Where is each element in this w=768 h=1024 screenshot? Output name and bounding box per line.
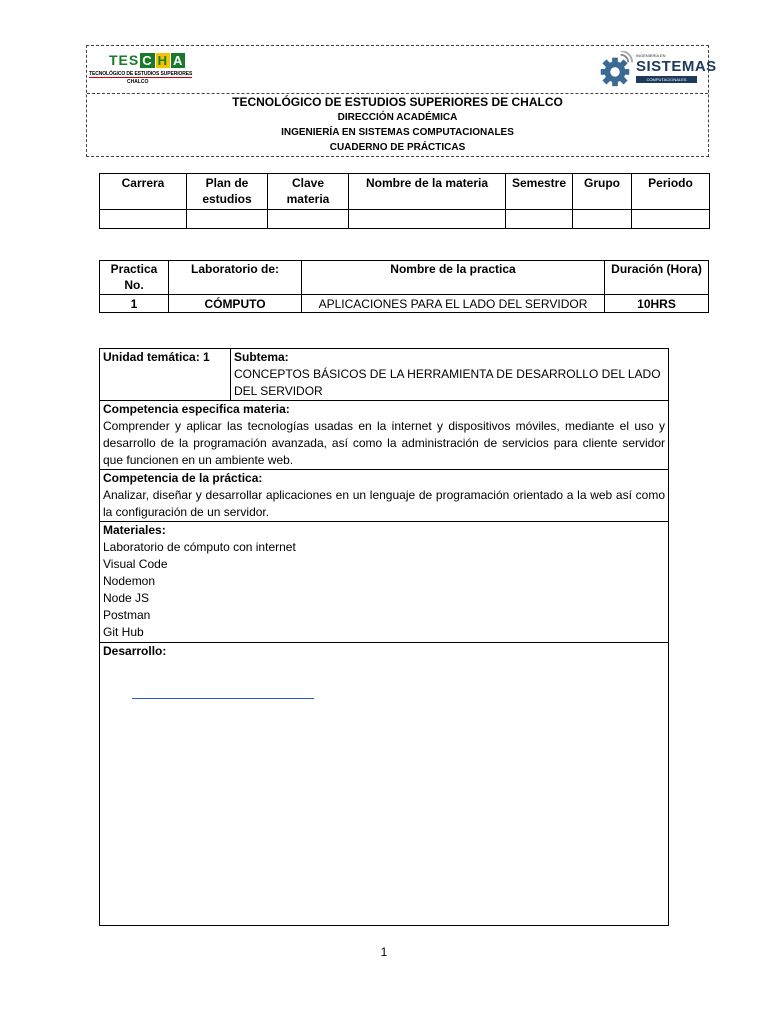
tescha-wordmark <box>109 52 185 68</box>
unidad-row <box>100 349 669 401</box>
header-laboratorio: Laboratorio de: <box>169 261 302 295</box>
list-item: Visual Code <box>103 557 168 571</box>
career-title: INGENIERÍA EN SISTEMAS COMPUTACIONALES <box>281 127 514 138</box>
logo-bar-text: COMPUTACIONALES <box>636 76 697 83</box>
logo-subtitle-chalco: CHALCO <box>127 79 149 85</box>
cell-clave <box>268 210 349 229</box>
header-clave: Clave materia <box>268 174 349 210</box>
notebook-title: CUADERNO DE PRÁCTICAS <box>329 142 466 153</box>
cell-semestre <box>506 210 573 229</box>
cell-nombre-materia <box>349 210 506 229</box>
logo-a-box: A <box>173 53 184 68</box>
header-titles <box>87 94 708 155</box>
list-item: Git Hub <box>103 625 144 639</box>
cell-duracion: 10HRS <box>605 295 709 313</box>
course-info-table <box>99 173 710 229</box>
logo-row <box>87 46 717 94</box>
desarrollo-cell <box>100 643 669 926</box>
competencia-materia-row <box>100 401 669 470</box>
header-nombre-practica: Nombre de la practica <box>302 261 605 295</box>
cell-plan <box>187 210 268 229</box>
header-semestre: Semestre <box>506 174 573 210</box>
unidad-tematica: Unidad temática: 1 <box>100 349 231 401</box>
header-duracion: Duración (Hora) <box>605 261 709 295</box>
competencia-practica-label: Competencia de la práctica: <box>103 471 263 485</box>
cell-grupo <box>573 210 632 229</box>
competencia-materia-cell <box>100 401 669 470</box>
materiales-row <box>100 522 669 643</box>
logo-h-box: H <box>157 53 169 68</box>
logo-subtitle: TECNOLÓGICO DE ESTUDIOS SUPERIORES <box>89 71 193 77</box>
subtema-label: Subtema: <box>234 350 289 364</box>
competencia-materia-label: Competencia especifica materia: <box>103 402 290 416</box>
subtema-cell <box>231 349 669 401</box>
hyperlink-underline[interactable] <box>132 698 314 699</box>
competencia-practica-text: Analizar, diseñar y desarrollar aplicaciones en un lenguaje de programación orientado a la web así como la configuración de un servidor. <box>103 488 665 519</box>
cell-nombre-practica: APLICACIONES PARA EL LADO DEL SERVIDOR <box>302 295 605 313</box>
table-header-row <box>100 261 709 295</box>
logo-small-text: INGENIERÍA EN <box>636 53 666 58</box>
institution-title: TECNOLÓGICO DE ESTUDIOS SUPERIORES DE CHALCO <box>232 95 563 109</box>
logo-c-box: C <box>142 53 153 68</box>
table-row <box>100 295 709 313</box>
header-plan: Plan de estudios <box>187 174 268 210</box>
practice-info-table <box>99 260 709 313</box>
list-item: Node JS <box>103 591 150 605</box>
cell-carrera <box>100 210 187 229</box>
materiales-label: Materiales: <box>103 523 166 537</box>
document-header <box>86 45 717 157</box>
practice-detail-table <box>99 348 669 926</box>
list-item: Laboratorio de cómputo con internet <box>103 540 296 554</box>
sistemas-logo <box>596 48 717 90</box>
logo-tes-text: TES <box>109 52 140 68</box>
list-item: Nodemon <box>103 574 156 588</box>
cell-periodo <box>632 210 710 229</box>
header-nombre-materia: Nombre de la materia <box>349 174 506 210</box>
logo-big-text: SISTEMAS <box>636 58 717 75</box>
page-number: 1 <box>380 945 388 959</box>
table-row <box>100 210 710 229</box>
direction-title: DIRECCIÓN ACADÉMICA <box>337 112 458 123</box>
desarrollo-label: Desarrollo: <box>103 644 167 658</box>
table-header-row <box>100 174 710 210</box>
header-grupo: Grupo <box>573 174 632 210</box>
competencia-practica-cell <box>100 470 669 522</box>
header-carrera: Carrera <box>100 174 187 210</box>
competencia-materia-text: Comprender y aplicar las tecnologías usadas en la internet y dispositivos móviles, mediante el uso y desarrollo de la programación avanzada, así como la administración de servicios para cliente servidor que funcionen en un ambiente web. <box>103 419 665 467</box>
desarrollo-row <box>100 643 669 926</box>
subtema-text: CONCEPTOS BÁSICOS DE LA HERRAMIENTA DE DESARROLLO DEL LADO DEL SERVIDOR <box>234 367 661 398</box>
header-periodo: Periodo <box>632 174 710 210</box>
gear-icon <box>596 51 634 89</box>
competencia-practica-row <box>100 470 669 522</box>
header-practica-no: Practica No. <box>100 261 169 295</box>
list-item: Postman <box>103 608 151 622</box>
cell-laboratorio: CÓMPUTO <box>169 295 302 313</box>
tescha-logo <box>89 52 199 88</box>
cell-practica-no: 1 <box>100 295 169 313</box>
materiales-cell <box>100 522 669 643</box>
